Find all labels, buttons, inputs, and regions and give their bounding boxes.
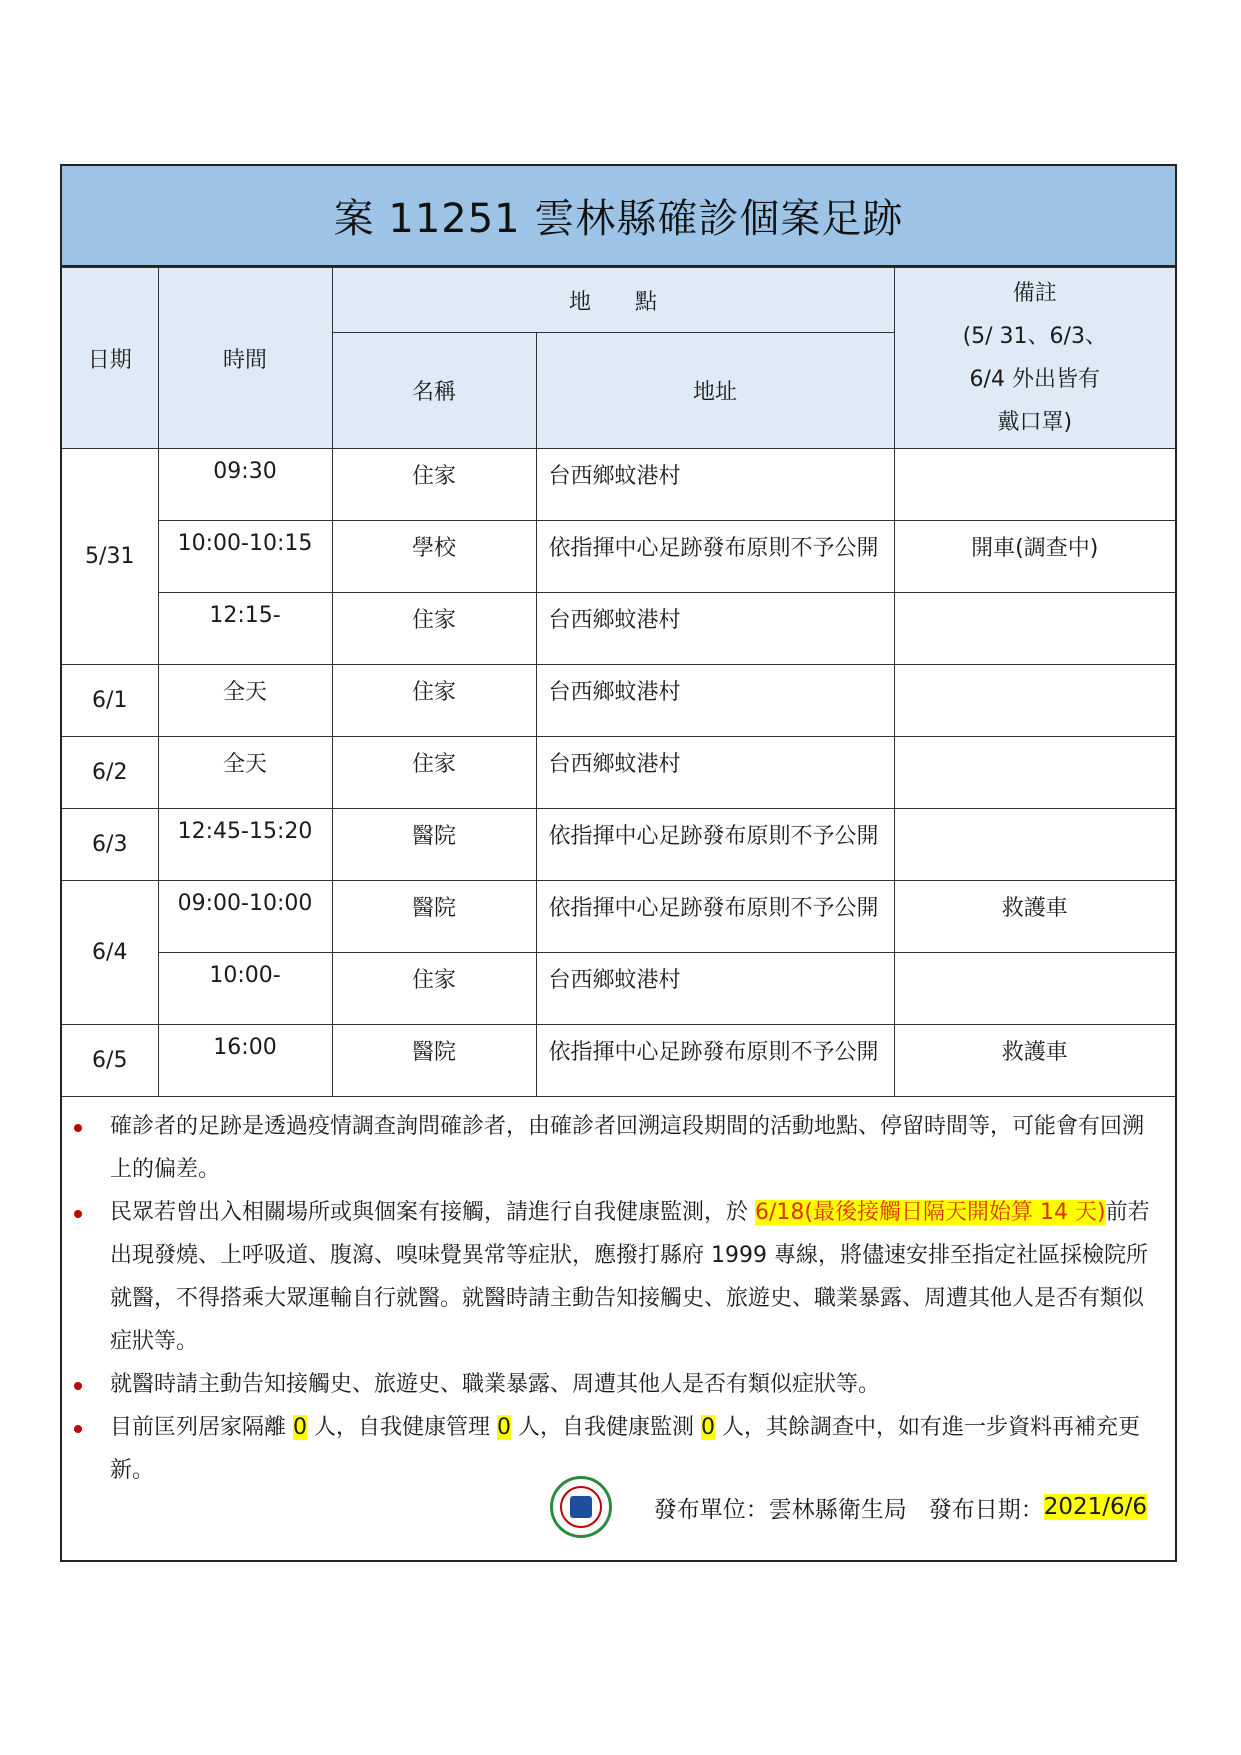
notes-section	[62, 1105, 1175, 1492]
highlighted-deadline: 6/18(最後接觸日隔天開始算 14 天)	[755, 1200, 1106, 1225]
cell-time: 16:00	[158, 1025, 332, 1097]
header-remark-line4: 戴口罩)	[997, 410, 1073, 435]
header-name: 名稱	[332, 333, 536, 449]
table-row	[62, 809, 1175, 881]
cell-name: 住家	[332, 593, 536, 665]
table-row	[62, 521, 1175, 593]
cell-address: 台西鄉蚊港村	[536, 449, 894, 521]
seal-ring	[560, 1486, 602, 1528]
header-remark-line2: (5/ 31、6/3、	[962, 324, 1107, 349]
cell-name: 住家	[332, 953, 536, 1025]
publish-date-label: 發布日期：	[928, 1496, 1044, 1523]
cell-remark	[894, 737, 1175, 809]
cell-date: 6/5	[62, 1025, 158, 1097]
count-home-isolation: 0	[293, 1415, 307, 1440]
seal-core	[570, 1496, 592, 1518]
note-item	[62, 1363, 1175, 1406]
table-row	[62, 953, 1175, 1025]
table-row	[62, 665, 1175, 737]
table-row	[62, 593, 1175, 665]
header-remark-line3: 6/4 外出皆有	[969, 367, 1100, 392]
cell-time: 全天	[158, 737, 332, 809]
cell-name: 住家	[332, 665, 536, 737]
health-bureau-seal-icon	[550, 1476, 612, 1538]
bullet-icon	[74, 1210, 82, 1218]
table-row	[62, 449, 1175, 521]
cell-time: 10:00-	[158, 953, 332, 1025]
cell-name: 住家	[332, 449, 536, 521]
note-text: 人，自我健康監測	[511, 1415, 701, 1440]
page-title: 案 11251 雲林縣確診個案足跡	[62, 166, 1175, 267]
cell-time: 09:00-10:00	[158, 881, 332, 953]
note-text: 目前匡列居家隔離	[110, 1415, 293, 1440]
cell-name: 學校	[332, 521, 536, 593]
cell-remark: 救護車	[894, 1025, 1175, 1097]
cell-remark	[894, 665, 1175, 737]
table-row	[62, 1025, 1175, 1097]
note-text: 人，其餘調查中，如有進一步資料再補充更新。	[110, 1415, 1140, 1483]
cell-remark	[894, 593, 1175, 665]
note-text: 民眾若曾出入相關場所或與個案有接觸，請進行自我健康監測，於	[110, 1200, 755, 1225]
cell-remark: 開車(調查中)	[894, 521, 1175, 593]
footprint-document	[60, 164, 1177, 1562]
cell-address: 台西鄉蚊港村	[536, 737, 894, 809]
publisher-label: 發布單位：雲林縣衛生局	[653, 1496, 907, 1523]
cell-time: 全天	[158, 665, 332, 737]
count-self-monitoring: 0	[701, 1415, 715, 1440]
cell-date: 6/1	[62, 665, 158, 737]
cell-name: 醫院	[332, 1025, 536, 1097]
note-text: 人，自我健康管理	[307, 1415, 497, 1440]
header-date: 日期	[62, 268, 158, 449]
note-text: 前若出現發燒、上呼吸道、腹瀉、嗅味覺異常等症狀，應撥打縣府 1999 專線，將儘速安排至指定社區採檢院所就醫，不得搭乘大眾運輸自行就醫。就醫時請主動告知接觸史、旅遊史、職業暴露、周遭其他人是否有類似症狀等。	[110, 1200, 1150, 1354]
cell-address: 依指揮中心足跡發布原則不予公開	[536, 881, 894, 953]
header-address: 地址	[536, 333, 894, 449]
cell-remark: 救護車	[894, 881, 1175, 953]
cell-name: 醫院	[332, 881, 536, 953]
publish-date-value: 2021/6/6	[1043, 1494, 1147, 1520]
header-location: 地 點	[332, 268, 894, 333]
cell-time: 09:30	[158, 449, 332, 521]
cell-remark	[894, 449, 1175, 521]
table-row	[62, 737, 1175, 809]
cell-name: 醫院	[332, 809, 536, 881]
cell-remark	[894, 953, 1175, 1025]
footer	[550, 1476, 1147, 1538]
note-item	[62, 1191, 1175, 1363]
note-item	[62, 1105, 1175, 1191]
count-self-management: 0	[497, 1415, 511, 1440]
cell-date: 6/2	[62, 737, 158, 809]
note-text: 確診者的足跡是透過疫情調查詢問確診者，由確診者回溯這段期間的活動地點、停留時間等，可能會有回溯上的偏差。	[110, 1114, 1145, 1182]
cell-time: 10:00-10:15	[158, 521, 332, 593]
bullet-icon	[74, 1124, 82, 1132]
cell-date: 6/4	[62, 881, 158, 1025]
itinerary-table	[62, 267, 1175, 1097]
cell-remark	[894, 809, 1175, 881]
header-remark	[894, 268, 1175, 449]
note-text: 就醫時請主動告知接觸史、旅遊史、職業暴露、周遭其他人是否有類似症狀等。	[110, 1372, 881, 1397]
cell-address: 台西鄉蚊港村	[536, 953, 894, 1025]
cell-name: 住家	[332, 737, 536, 809]
cell-address: 台西鄉蚊港村	[536, 593, 894, 665]
cell-time: 12:45-15:20	[158, 809, 332, 881]
bullet-icon	[74, 1425, 82, 1433]
cell-date: 5/31	[62, 449, 158, 665]
bullet-icon	[74, 1382, 82, 1390]
cell-address: 依指揮中心足跡發布原則不予公開	[536, 1025, 894, 1097]
cell-address: 依指揮中心足跡發布原則不予公開	[536, 809, 894, 881]
header-remark-line1: 備註	[1012, 281, 1057, 306]
cell-address: 依指揮中心足跡發布原則不予公開	[536, 521, 894, 593]
table-row	[62, 881, 1175, 953]
cell-date: 6/3	[62, 809, 158, 881]
cell-address: 台西鄉蚊港村	[536, 665, 894, 737]
cell-time: 12:15-	[158, 593, 332, 665]
header-time: 時間	[158, 268, 332, 449]
